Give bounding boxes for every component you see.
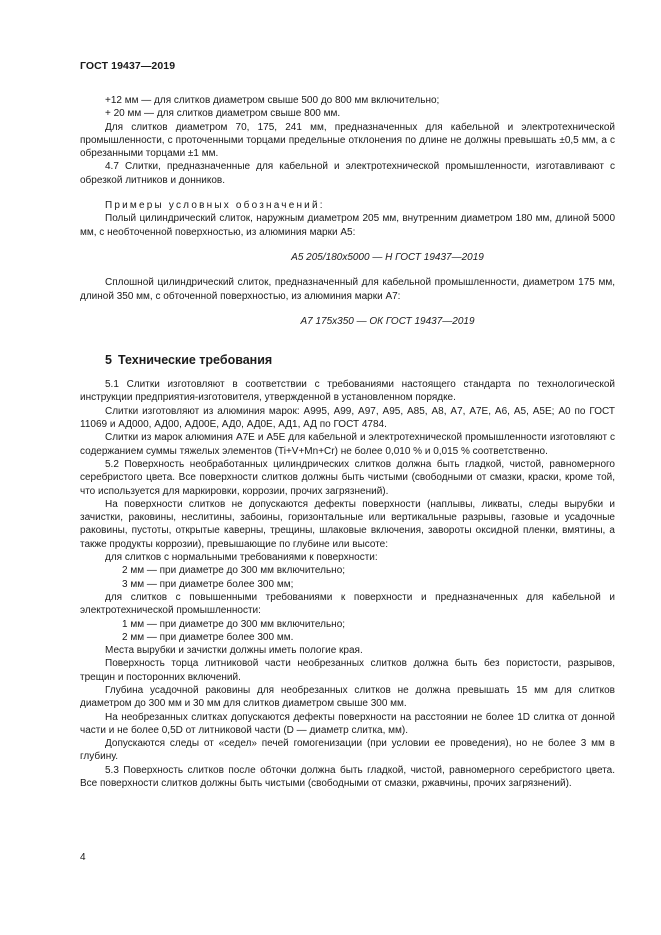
- tolerance-item-1: +12 мм — для слитков диаметром свыше 500 до 800 мм включительно;: [105, 95, 440, 106]
- section-5-heading: [80, 352, 615, 368]
- paragraph-alloy-grades: Слитки изготовляют из алюминия марок: А995, А99, А97, А95, А85, А8, А7, А7Е, А6, А5, А5Е; А0 по ГОСТ 11069 и АД000, АД00, АД00Е, АД0, АД0Е, АД1, АД по ГОСТ 4784.: [80, 405, 615, 431]
- clause-5-2: 5.2 Поверхность необработанных цилиндрических слитков должна быть гладкой, чистой, равномерного серебристого цвета. Все поверхности слитков должны быть чистыми (свободными от смазки, краски, кроме той, что используется для маркировки, коррозии, прочих загрязнений).: [80, 458, 615, 497]
- paragraph-shrinkage: Глубина усадочной раковины для необрезанных слитков не должна превышать 15 мм для слитков диаметром до 300 мм и 30 мм для слитков диаметром свыше 300 мм.: [80, 684, 615, 710]
- example-2-designation: А7 175х350 — ОК ГОСТ 19437—2019: [300, 315, 475, 327]
- normal-requirements-label: для слитков с нормальными требованиями к поверхности:: [105, 552, 378, 564]
- example-2-description: Сплошной цилиндрический слиток, предназначенный для кабельной промышленности, диаметром 175 мм, длиной 350 мм, с обточенной поверхностью, из алюминия марки А7:: [80, 277, 615, 302]
- high-2mm: 2 мм — при диаметре более 300 мм.: [122, 631, 294, 643]
- paragraph-end-face: Поверхность торца литниковой части необрезанных слитков должна быть без пористости, разрывов, трещин и посторонних включений.: [80, 658, 615, 683]
- clause-5-3: 5.3 Поверхность слитков после обточки должна быть гладкой, чистой, равномерного серебристого цвета. Все поверхности слитков должны быть чистыми (свободными от смазки, ржавчины, прочих загрязнений).: [80, 764, 615, 790]
- section-number: 5: [105, 353, 112, 368]
- paragraph-uncut-ingots: На необрезанных слитках допускаются дефекты поверхности на расстоянии не более 1D слитка от донной части и не более 0,5D от литниковой части (D — диаметр слитка, мм).: [80, 711, 615, 736]
- example-1-description: Полый цилиндрический слиток, наружным диаметром 205 мм, внутренним диаметром 180 мм, длиной 5000 мм, с необточенной поверхностью, из алюминия марки А5:: [80, 213, 615, 238]
- page-number: 4: [80, 852, 86, 863]
- paragraph-edges: Места вырубки и зачистки должны иметь пологие края.: [105, 645, 363, 657]
- clause-5-1: 5.1 Слитки изготовляют в соответствии с требованиями настоящего стандарта по технологической инструкции предприятия-изготовителя, утвержденной в установленном порядке.: [80, 379, 615, 404]
- normal-2mm: 2 мм — при диаметре до 300 мм включительно;: [122, 565, 346, 577]
- document-body: [80, 94, 615, 790]
- paragraph-a7e-a5e: Слитки из марок алюминия А7Е и А5Е для кабельной и электротехнической промышленности изготовляют с содержанием суммы тяжелых элементов (Ti+V+Mn+Cr) не более 0,010 % и 0,015 % соответственно.: [80, 432, 615, 457]
- high-1mm: 1 мм — при диаметре до 300 мм включительно;: [122, 618, 346, 630]
- normal-3mm: 3 мм — при диаметре более 300 мм;: [122, 578, 294, 590]
- example-1-designation: А5 205/180х5000 — Н ГОСТ 19437—2019: [291, 251, 484, 263]
- document-header: ГОСТ 19437—2019: [80, 60, 176, 72]
- high-requirements-label: для слитков с повышенными требованиями к поверхности и предназначенных для кабельной и электротехнической промышленности:: [80, 591, 615, 617]
- tolerance-item-2: + 20 мм — для слитков диаметром свыше 800 мм.: [105, 108, 341, 120]
- clause-4-7: 4.7 Слитки, предназначенные для кабельной и электротехнической промышленности, изготавливают с обрезкой литников и донников.: [80, 161, 615, 186]
- paragraph-cable-tolerance: Для слитков диаметром 70, 175, 241 мм, предназначенных для кабельной и электротехнической промышленности, с проточенными торцами предельные отклонения по длине не должны превышать ±0,5 мм, а с обрезанными торцами ±1 мм.: [80, 121, 615, 160]
- paragraph-saddles: Допускаются следы от «седел» печей гомогенизации (при условии ее проведения), но не более 3 мм в глубину.: [80, 738, 615, 763]
- section-title: Технические требования: [117, 353, 273, 368]
- paragraph-surface-defects: На поверхности слитков не допускаются дефекты поверхности (наплывы, ликваты, следы вырубки и зачистки, раковины, неслитины, забоины, горизонтальные или вертикальные разрывы, газовые и усадочные раковины, пустоты, открытые каверны, трещины, шлаковые включения, завороты оксидной пленки, вмятины, а также продукты коррозии), превышающие по глубине или высоте:: [80, 498, 615, 550]
- examples-title: Примеры условных обозначений:: [105, 200, 325, 212]
